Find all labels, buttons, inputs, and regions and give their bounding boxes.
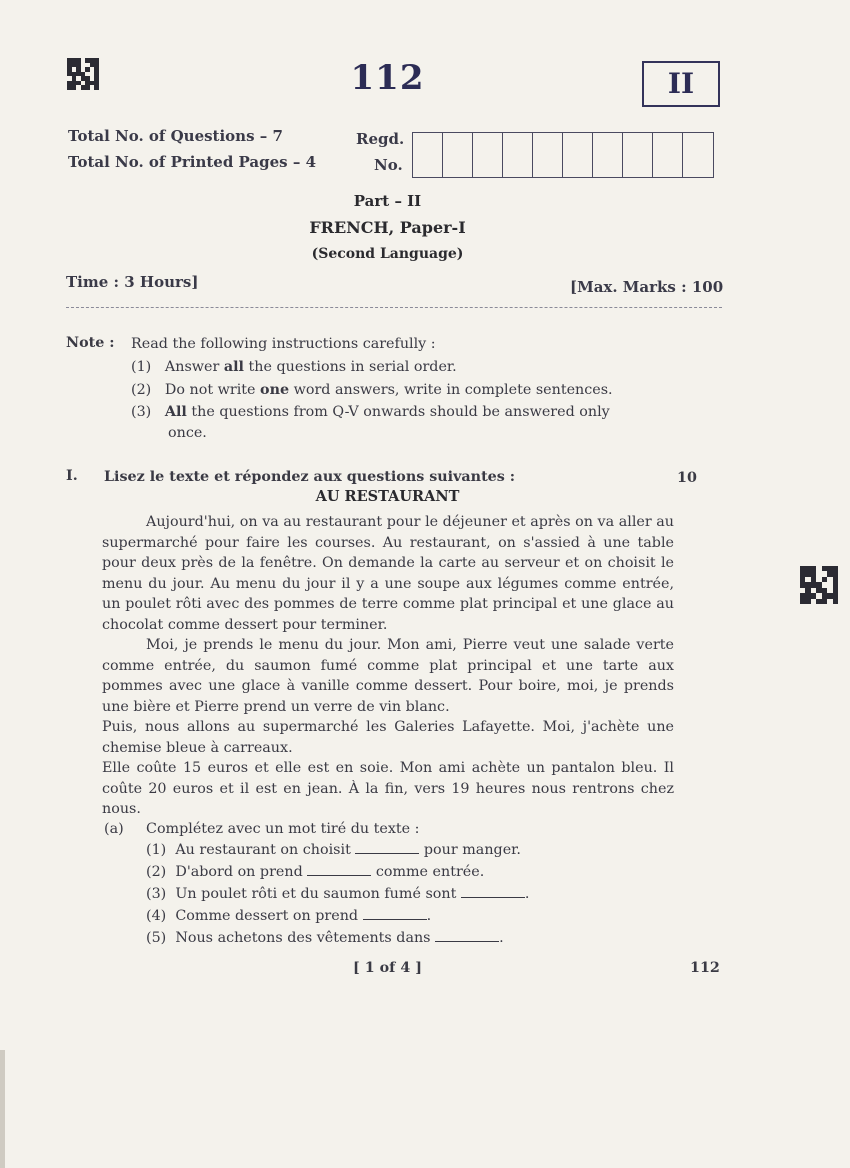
question-marks: 10 (677, 470, 697, 486)
qr-code-right-margin (800, 566, 838, 604)
answer-blank[interactable] (363, 907, 427, 920)
note-item (131, 357, 457, 377)
note-label: Note : (66, 335, 115, 351)
item-num: (4) (146, 908, 167, 924)
note-item-emphasis: All (164, 404, 187, 420)
passage (102, 512, 674, 820)
footer-code: 112 (690, 960, 720, 976)
no-label: No. (374, 156, 403, 174)
regd-box[interactable] (563, 133, 593, 177)
item-text: Un poulet rôti et du saumon fumé sont (175, 886, 457, 902)
max-marks: [Max. Marks : 100 (570, 278, 724, 296)
registration-number-boxes[interactable] (412, 132, 714, 178)
passage-paragraph: Moi, je prends le menu du jour. Mon ami, Pierre veut une salade verte comme entrée, du saumon fumé comme plat principal et une tarte aux pommes avec une glace à vanille comme dessert. Pour boire, moi, je prends une bière et Pierre prend un verre de vin blanc. (102, 637, 674, 715)
note-item-num: (2) (131, 382, 152, 398)
regd-box[interactable] (623, 133, 653, 177)
note-item-text: the questions from Q-V onwards should be answered only (186, 404, 610, 420)
time-label: Time : 3 Hours] (66, 273, 199, 291)
note-item-emphasis: all (223, 359, 244, 375)
regd-label: Regd. (356, 130, 405, 148)
page-number: [ 1 of 4 ] (352, 960, 423, 976)
note-item-text: Answer (164, 359, 224, 375)
fill-blank-item (146, 884, 529, 904)
item-text: Nous achetons des vêtements dans (175, 930, 431, 946)
part-box: II (642, 61, 720, 107)
total-pages: Total No. of Printed Pages – 4 (68, 153, 317, 171)
note-item (131, 402, 676, 422)
regd-box[interactable] (593, 133, 623, 177)
passage-paragraph: Elle coûte 15 euros et elle est en soie. Mon ami achète un pantalon bleu. Il coûte 20 euros et il est en jean. À la fin, vers 19 heures nous rentrons chez nous. (102, 760, 674, 817)
divider (66, 307, 722, 308)
note-item-text: Do not write (164, 382, 261, 398)
total-questions: Total No. of Questions – 7 (68, 127, 283, 145)
part-title: Part – II (353, 192, 422, 210)
answer-blank[interactable] (461, 885, 525, 898)
note-item-emphasis: one (260, 382, 290, 398)
fill-blank-item (146, 928, 504, 948)
sub-question-instruction: Complétez avec un mot tiré du texte : (146, 821, 420, 837)
passage-paragraph: Aujourd'hui, on va au restaurant pour le déjeuner et après on va aller au supermarché pour faire les courses. Au restaurant, on s'assied à une table pour deux près de la fenêtre. On demande la carte au serveur et on choisit le menu du jour. Au menu du jour il y a une soupe aux légumes comme entrée, un poulet rôti avec des pommes de terre comme plat principal et une glace au chocolat comme dessert pour terminer. (102, 514, 674, 633)
item-num: (3) (146, 886, 167, 902)
regd-box[interactable] (653, 133, 683, 177)
fill-blank-item (146, 840, 521, 860)
item-text: comme entrée. (375, 864, 485, 880)
note-item-num: (1) (131, 359, 152, 375)
fill-blank-item (146, 862, 484, 882)
item-num: (1) (146, 842, 167, 858)
regd-box[interactable] (503, 133, 533, 177)
passage-title: AU RESTAURANT (315, 488, 460, 505)
item-text: Comme dessert on prend (175, 908, 359, 924)
answer-blank[interactable] (435, 929, 499, 942)
paper-code: 112 (350, 58, 425, 98)
note-item (131, 380, 613, 400)
item-num: (5) (146, 930, 167, 946)
item-text: pour manger. (423, 842, 521, 858)
language-title: (Second Language) (311, 246, 464, 262)
regd-box[interactable] (533, 133, 563, 177)
regd-box[interactable] (473, 133, 503, 177)
answer-blank[interactable] (307, 863, 371, 876)
scan-edge (0, 1050, 5, 1168)
regd-box[interactable] (443, 133, 473, 177)
sub-question-label: (a) (104, 821, 124, 837)
regd-box[interactable] (413, 133, 443, 177)
item-text: . (499, 930, 504, 946)
item-text: Au restaurant on choisit (175, 842, 351, 858)
passage-paragraph: Puis, nous allons au supermarché les Galeries Lafayette. Moi, j'achète une chemise bleue à carreaux. (102, 719, 674, 756)
note-item-num: (3) (131, 404, 152, 420)
regd-box[interactable] (683, 133, 713, 177)
subject-title: FRENCH, Paper-I (309, 218, 466, 237)
item-text: . (426, 908, 432, 924)
question-instruction: Lisez le texte et répondez aux questions suivantes : (104, 469, 516, 485)
note-item-continuation: once. (168, 425, 207, 441)
item-text: D'abord on prend (175, 864, 303, 880)
item-text: . (524, 886, 530, 902)
question-number: I. (66, 468, 78, 484)
answer-blank[interactable] (355, 841, 419, 854)
note-item-text: the questions in serial order. (244, 359, 457, 375)
note-item-text: word answers, write in complete sentences. (289, 382, 613, 398)
note-intro: Read the following instructions carefully : (131, 336, 436, 352)
fill-blank-item (146, 906, 431, 926)
item-num: (2) (146, 864, 167, 880)
